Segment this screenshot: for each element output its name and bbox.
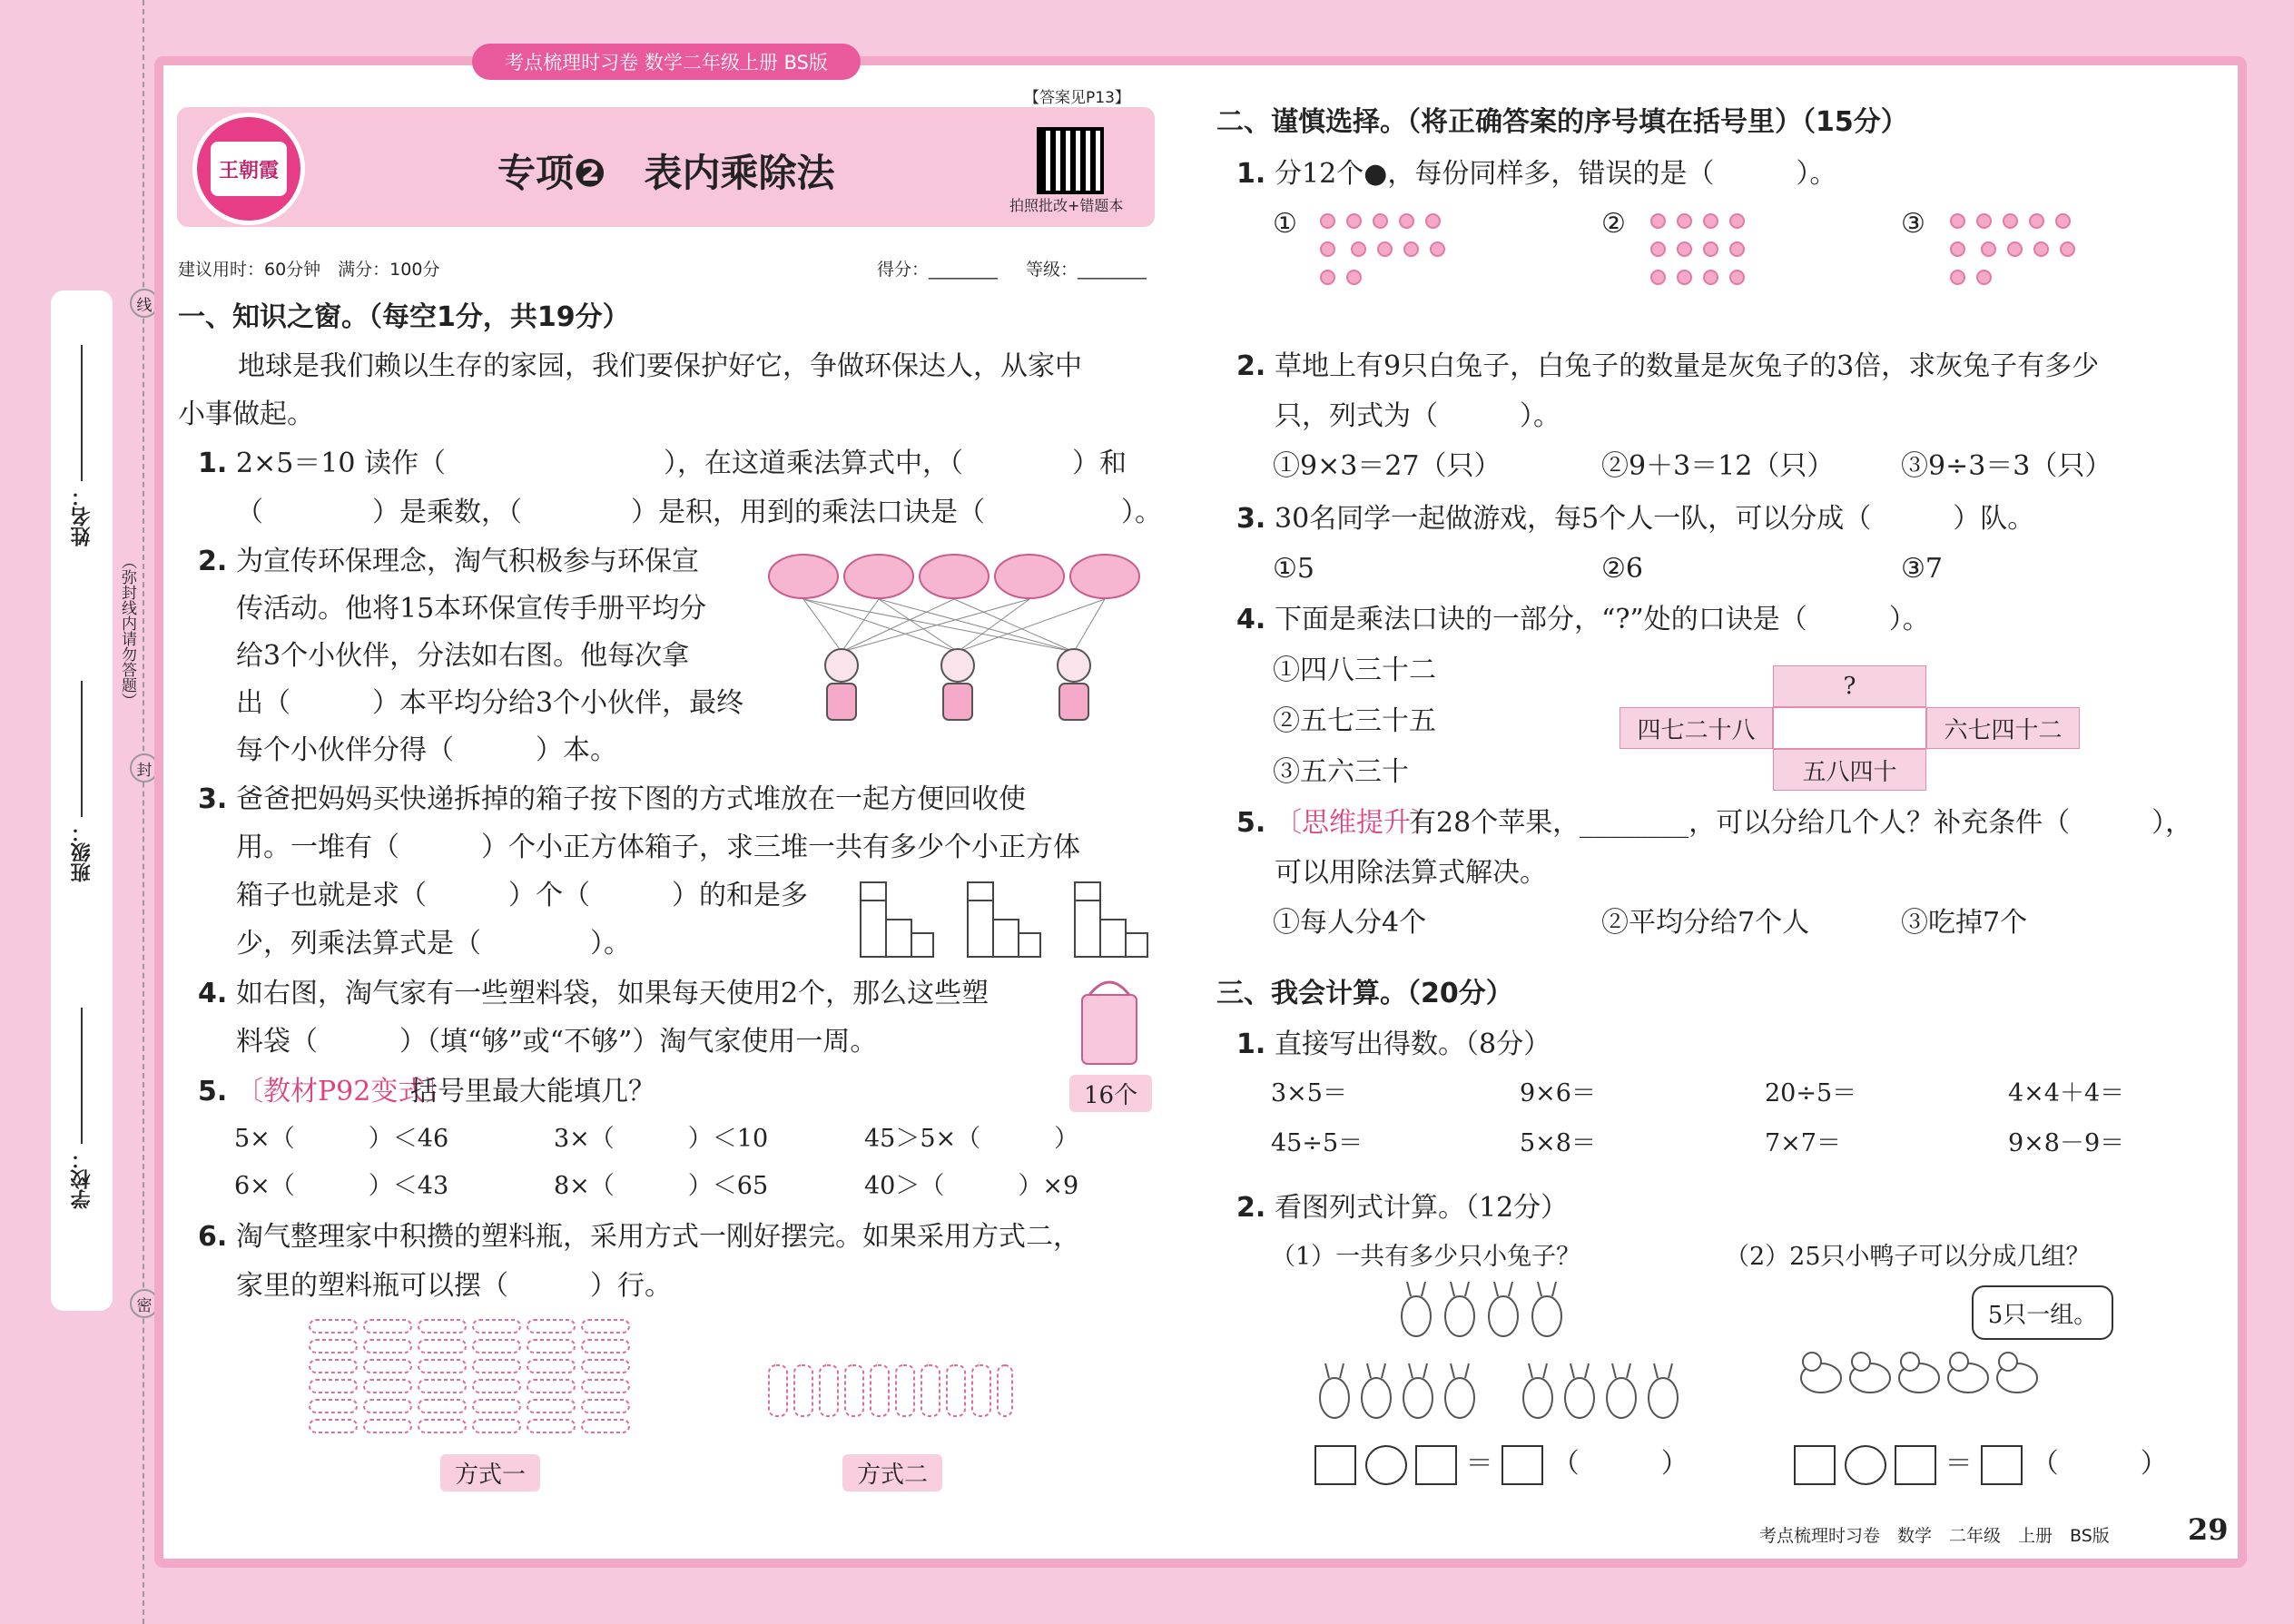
cut-char-secret: 密 (130, 1289, 159, 1318)
eq2-box-2[interactable] (1895, 1445, 1936, 1485)
r-q3-option-3[interactable]: ③7 (1901, 553, 1943, 585)
q6-number: 6. (198, 1221, 228, 1253)
dots-option-3 (1944, 209, 2099, 293)
r-q1-option-2[interactable]: ② (1601, 208, 1626, 240)
eq2-operator-circle[interactable] (1845, 1445, 1886, 1485)
r-q4-option-3[interactable]: ③五六三十 (1273, 756, 1409, 788)
c2-number: 2. (1236, 1192, 1266, 1224)
q3-line-4: 少，列乘法算式是（ ）。 (236, 928, 631, 960)
r-q4-text: 下面是乘法口诀的一部分，“?”处的口诀是（ ）。 (1275, 604, 1930, 635)
ducklings-illustration (1796, 1345, 2041, 1400)
section-1-heading: 一、知识之窗。（每空1分，共19分） (178, 301, 630, 333)
name-line (81, 345, 83, 481)
logo-text: 王朝霞 (211, 142, 287, 196)
q2-distribution-illustration (767, 552, 1148, 733)
table-cell-center (1773, 707, 1926, 749)
q4-number: 4. (198, 978, 228, 1009)
r-q5-option-1[interactable]: ①每人分4个 (1273, 907, 1427, 939)
r-q2-line-2: 只，列式为（ ）。 (1275, 400, 1561, 432)
r-q2-option-1[interactable]: ①9×3＝27（只） (1273, 450, 1501, 482)
calc-5[interactable]: 45÷5＝ (1271, 1129, 1364, 1157)
table-cell-left: 四七二十八 (1620, 707, 1773, 749)
method-two-caption: 方式二 (842, 1454, 942, 1491)
dots-option-1 (1314, 209, 1469, 293)
cut-note: （弥封线内请勿答题） (118, 554, 136, 708)
c1-text: 直接写出得数。（8分） (1275, 1029, 1551, 1060)
method-one-bottles (304, 1316, 642, 1443)
plastic-bag-icon (1077, 969, 1142, 1068)
table-cell-right: 六七四十二 (1926, 707, 2080, 749)
school-line (81, 1008, 83, 1144)
calc-3[interactable]: 20÷5＝ (1765, 1079, 1857, 1107)
section-2-heading: 二、谨慎选择。（将正确答案的序号填在括号里）（15分） (1216, 106, 1908, 138)
q5-item-2[interactable]: 3×（ ）＜10 (554, 1125, 769, 1153)
q2-line-5: 每个小伙伴分得（ ）本。 (236, 734, 617, 766)
table-cell-bottom: 五八四十 (1773, 749, 1926, 791)
q1-line-1: 2×5＝10 读作（ ），在这道乘法算式中，（ ）和 (236, 448, 1127, 479)
q5-tag: 〔教材P92变式〕 (236, 1076, 453, 1107)
r-q4-option-1[interactable]: ①四八三十二 (1273, 655, 1436, 686)
page-number: 29 (2188, 1512, 2229, 1547)
equation-1[interactable] (1314, 1445, 1689, 1485)
equation-2[interactable] (1794, 1445, 2168, 1485)
q5-item-5[interactable]: 8×（ ）＜65 (554, 1172, 769, 1200)
q5-item-1[interactable]: 5×（ ）＜46 (234, 1125, 449, 1153)
q5-item-3[interactable]: 45＞5×（ ） (864, 1125, 1079, 1153)
q6-line-1: 淘气整理家中积攒的塑料瓶，采用方式一刚好摆完。如果采用方式二， (236, 1221, 1080, 1253)
eq2-unit: （ ） (2031, 1448, 2168, 1480)
qr-caption: 拍照批改+错题本 (1009, 197, 1124, 214)
table-cell-question: ? (1773, 665, 1926, 707)
r-q3-option-1[interactable]: ①5 (1273, 553, 1314, 585)
calc-1[interactable]: 3×5＝ (1271, 1079, 1347, 1107)
calc-4[interactable]: 4×4＋4＝ (2008, 1079, 2125, 1107)
q3-line-2: 用。一堆有（ ）个小正方体箱子，求三堆一共有多少个小正方体 (236, 832, 1080, 863)
cut-char-line: 线 (130, 289, 159, 318)
r-q3-number: 3. (1236, 503, 1266, 535)
r-q1-number: 1. (1236, 158, 1266, 190)
eq1-operator-circle[interactable] (1365, 1445, 1407, 1485)
cut-line (143, 0, 144, 1624)
c2-sub-1: （1）一共有多少只小兔子？ (1271, 1243, 1581, 1271)
r-q1-option-1[interactable]: ① (1273, 208, 1297, 240)
q5-number: 5. (198, 1076, 228, 1107)
c1-number: 1. (1236, 1029, 1266, 1060)
sidebar-info-panel (51, 290, 113, 1311)
school-label: 学校： (70, 1149, 94, 1209)
q1-line-2: （ ）是乘数，（ ）是积，用到的乘法口诀是（ ）。 (236, 497, 1162, 528)
calc-2[interactable]: 9×6＝ (1520, 1079, 1596, 1107)
r-q5-tag: 〔思维提升〕 (1275, 807, 1438, 839)
q5-text: 括号里最大能填几？ (410, 1076, 655, 1107)
class-line (81, 681, 83, 817)
bag-count-label: 16个 (1069, 1075, 1152, 1112)
name-field[interactable] (51, 345, 113, 546)
eq1-unit: （ ） (1551, 1448, 1689, 1480)
name-label: 姓名： (70, 487, 94, 546)
answer-reference: 【答案见P13】 (1024, 89, 1130, 107)
q3-box-stacks (857, 879, 1157, 960)
method-two-bottles (767, 1362, 1014, 1420)
c2-sub-2: （2）25只小鸭子可以分成几组？ (1725, 1243, 2091, 1271)
time-limit: 建议用时：60分钟 满分：100分 (178, 260, 440, 280)
school-field[interactable] (51, 1008, 113, 1209)
q4-line-1: 如右图，淘气家有一些塑料袋，如果每天使用2个，那么这些塑 (236, 978, 989, 1009)
r-q3-text: 30名同学一起做游戏，每5个人一队，可以分成（ ）队。 (1275, 503, 2035, 535)
r-q4-number: 4. (1236, 604, 1266, 635)
c2-text: 看图列式计算。（12分） (1275, 1192, 1569, 1224)
q2-line-1: 为宣传环保理念，淘气积极参与环保宣 (236, 546, 699, 577)
r-q1-option-3[interactable]: ③ (1901, 208, 1925, 240)
intro-line-2: 小事做起。 (178, 399, 314, 430)
q1-number: 1. (198, 448, 228, 479)
qr-code-icon[interactable] (1037, 127, 1104, 194)
r-q3-option-2[interactable]: ②6 (1601, 553, 1643, 585)
q3-number: 3. (198, 783, 228, 815)
r-q5-line-1: 有28个苹果，________，可以分给几个人？补充条件（ ）， (1409, 807, 2193, 839)
r-q5-option-2[interactable]: ②平均分给7个人 (1601, 907, 1810, 939)
eq1-box-2[interactable] (1415, 1445, 1457, 1485)
r-q5-line-2: 可以用除法算式解决。 (1275, 857, 1547, 889)
eq1-box-1[interactable] (1314, 1445, 1356, 1485)
q6-line-2: 家里的塑料瓶可以摆（ ）行。 (236, 1270, 672, 1302)
q5-item-4[interactable]: 6×（ ）＜43 (234, 1172, 449, 1200)
r-q4-option-2[interactable]: ②五七三十五 (1273, 705, 1436, 737)
r-q1-text: 分12个●，每份同样多，错误的是（ ）。 (1275, 158, 1837, 190)
r-q2-option-3[interactable]: ③9÷3＝3（只） (1901, 450, 2112, 482)
r-q5-number: 5. (1236, 807, 1266, 839)
eq2-box-1[interactable] (1794, 1445, 1836, 1485)
q3-line-1: 爸爸把妈妈买快递拆掉的箱子按下图的方式堆放在一起方便回收使 (236, 783, 1026, 815)
eq2-result-box[interactable] (1981, 1445, 2023, 1485)
r-q2-option-2[interactable]: ②9＋3＝12（只） (1601, 450, 1835, 482)
rabbits-illustration (1316, 1280, 1698, 1434)
grade-field[interactable]: 等级：________ (1026, 260, 1147, 280)
q2-number: 2. (198, 546, 228, 577)
footer-text: 考点梳理时习卷 数学 二年级 上册 BS版 (1759, 1526, 2110, 1546)
q2-line-2: 传活动。他将15本环保宣传手册平均分 (236, 593, 707, 625)
r-q2-line-1: 草地上有9只白兔子，白兔子的数量是灰兔子的3倍，求灰兔子有多少 (1275, 350, 2100, 382)
q4-line-2: 料袋（ ）（填“够”或“不够”）淘气家使用一周。 (236, 1026, 878, 1058)
calc-7[interactable]: 7×7＝ (1765, 1129, 1841, 1157)
q3-line-3: 箱子也就是求（ ）个（ ）的和是多 (236, 880, 808, 911)
page-title: 专项❷ 表内乘除法 (497, 151, 835, 195)
r-q5-option-3[interactable]: ③吃掉7个 (1901, 907, 2028, 939)
eq1-equals: ＝ (1465, 1448, 1493, 1480)
eq1-result-box[interactable] (1501, 1445, 1543, 1485)
q2-line-3: 给3个小伙伴，分法如右图。他每次拿 (236, 640, 690, 672)
class-label: 班级： (70, 822, 94, 882)
calc-8[interactable]: 9×8－9＝ (2008, 1129, 2125, 1157)
intro-line-1: 地球是我们赖以生存的家园，我们要保护好它，争做环保达人，从家中 (238, 350, 1082, 382)
top-banner: 考点梳理时习卷 数学二年级上册 BS版 (472, 44, 861, 80)
r-q2-number: 2. (1236, 350, 1266, 382)
calc-6[interactable]: 5×8＝ (1520, 1129, 1596, 1157)
speech-bubble: 5只一组。 (1972, 1285, 2113, 1340)
class-field[interactable] (51, 681, 113, 882)
eq2-equals: ＝ (1944, 1448, 1973, 1480)
q2-line-4: 出（ ）本平均分给3个小伙伴，最终 (236, 687, 744, 719)
section-3-heading: 三、我会计算。（20分） (1216, 978, 1513, 1009)
brand-logo (192, 113, 305, 225)
dots-option-2 (1645, 209, 1750, 293)
cut-char-seal: 封 (130, 753, 159, 782)
score-field[interactable]: 得分：________ (877, 260, 999, 280)
q5-item-6[interactable]: 40＞（ ）×9 (864, 1172, 1079, 1200)
method-one-caption: 方式一 (440, 1454, 540, 1491)
